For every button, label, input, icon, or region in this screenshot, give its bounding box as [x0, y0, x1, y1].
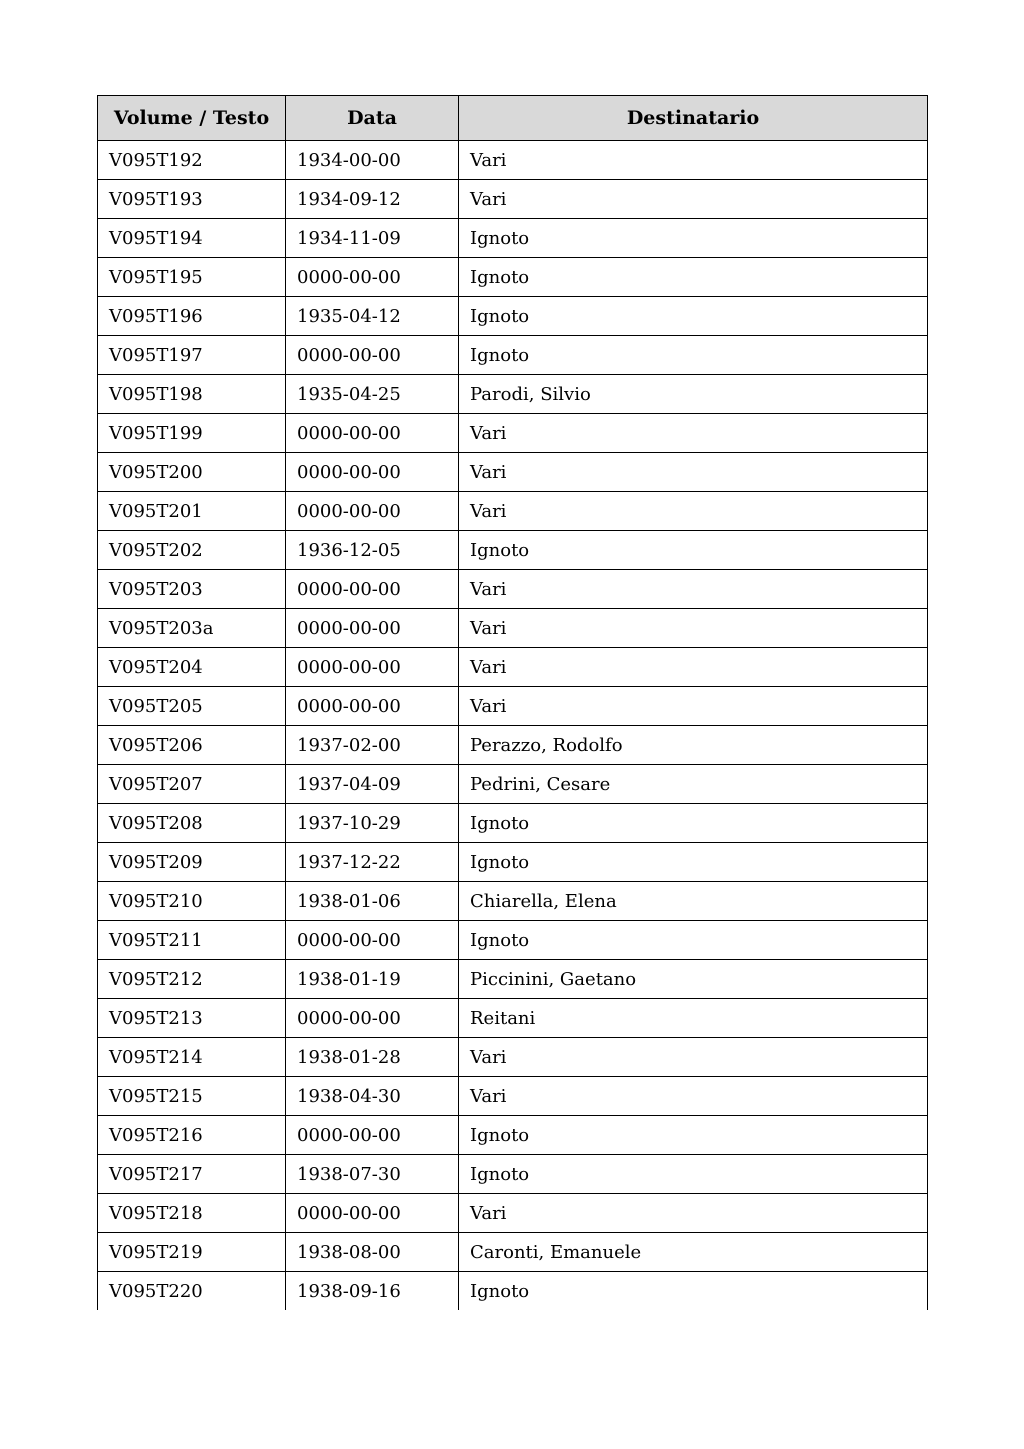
data-cell: 1937-12-22: [286, 843, 459, 882]
data-cell: 0000-00-00: [286, 999, 459, 1038]
destinatario-cell: Ignoto: [459, 1155, 928, 1194]
volume-cell: V095T195: [98, 258, 286, 297]
data-cell: 0000-00-00: [286, 570, 459, 609]
destinatario-cell: Vari: [459, 687, 928, 726]
volume-cell: V095T203a: [98, 609, 286, 648]
table-row: [98, 765, 928, 804]
destinatario-cell: Vari: [459, 180, 928, 219]
destinatario-cell: Ignoto: [459, 336, 928, 375]
table-row: [98, 219, 928, 258]
destinatario-cell: Vari: [459, 648, 928, 687]
destinatario-cell: Caronti, Emanuele: [459, 1233, 928, 1272]
table-row: [98, 609, 928, 648]
destinatario-cell: Ignoto: [459, 1272, 928, 1311]
data-cell: 1938-09-16: [286, 1272, 459, 1311]
destinatario-cell: Ignoto: [459, 219, 928, 258]
volume-cell: V095T199: [98, 414, 286, 453]
data-cell: 1937-02-00: [286, 726, 459, 765]
volume-cell: V095T206: [98, 726, 286, 765]
data-cell: 1938-01-19: [286, 960, 459, 999]
table-row: [98, 1077, 928, 1116]
table-row: [98, 336, 928, 375]
destinatario-cell: Vari: [459, 453, 928, 492]
volume-cell: V095T202: [98, 531, 286, 570]
data-cell: 0000-00-00: [286, 1194, 459, 1233]
table-row: [98, 1233, 928, 1272]
table-row: [98, 570, 928, 609]
volume-cell: V095T207: [98, 765, 286, 804]
table-row: [98, 804, 928, 843]
destinatario-cell: Vari: [459, 414, 928, 453]
volume-cell: V095T217: [98, 1155, 286, 1194]
volume-cell: V095T204: [98, 648, 286, 687]
destinatario-cell: Parodi, Silvio: [459, 375, 928, 414]
volume-cell: V095T214: [98, 1038, 286, 1077]
destinatario-cell: Vari: [459, 141, 928, 180]
volume-cell: V095T194: [98, 219, 286, 258]
table-row: [98, 375, 928, 414]
volume-cell: V095T213: [98, 999, 286, 1038]
destinatario-cell: Vari: [459, 609, 928, 648]
volume-cell: V095T196: [98, 297, 286, 336]
volume-cell: V095T215: [98, 1077, 286, 1116]
table-row: [98, 882, 928, 921]
table-row: [98, 1194, 928, 1233]
volume-cell: V095T200: [98, 453, 286, 492]
data-cell: 1938-01-28: [286, 1038, 459, 1077]
volume-cell: V095T198: [98, 375, 286, 414]
volume-cell: V095T218: [98, 1194, 286, 1233]
data-cell: 0000-00-00: [286, 492, 459, 531]
volume-cell: V095T205: [98, 687, 286, 726]
data-cell: 0000-00-00: [286, 258, 459, 297]
data-cell: 0000-00-00: [286, 609, 459, 648]
destinatario-cell: Vari: [459, 570, 928, 609]
data-cell: 1936-12-05: [286, 531, 459, 570]
data-cell: 1935-04-25: [286, 375, 459, 414]
volume-cell: V095T209: [98, 843, 286, 882]
table-row: [98, 999, 928, 1038]
table-row: [98, 180, 928, 219]
data-cell: 0000-00-00: [286, 687, 459, 726]
destinatario-cell: Reitani: [459, 999, 928, 1038]
table-row: [98, 960, 928, 999]
data-cell: 0000-00-00: [286, 921, 459, 960]
volume-cell: V095T203: [98, 570, 286, 609]
destinatario-cell: Chiarella, Elena: [459, 882, 928, 921]
destinatario-cell: Vari: [459, 1038, 928, 1077]
data-cell: 0000-00-00: [286, 1116, 459, 1155]
destinatario-cell: Piccinini, Gaetano: [459, 960, 928, 999]
table-row: [98, 492, 928, 531]
table-header-row: [98, 96, 928, 141]
table-row: [98, 453, 928, 492]
destinatario-cell: Vari: [459, 1077, 928, 1116]
column-header-volume-testo: Volume / Testo: [98, 96, 286, 141]
table-row: [98, 1116, 928, 1155]
table-row: [98, 648, 928, 687]
volume-cell: V095T201: [98, 492, 286, 531]
volume-cell: V095T192: [98, 141, 286, 180]
volume-cell: V095T193: [98, 180, 286, 219]
volume-cell: V095T216: [98, 1116, 286, 1155]
data-cell: 1938-04-30: [286, 1077, 459, 1116]
data-cell: 1937-10-29: [286, 804, 459, 843]
volume-cell: V095T197: [98, 336, 286, 375]
destinatario-cell: Pedrini, Cesare: [459, 765, 928, 804]
data-cell: 1934-00-00: [286, 141, 459, 180]
destinatario-cell: Vari: [459, 1194, 928, 1233]
table-row: [98, 1272, 928, 1311]
destinatario-cell: Vari: [459, 492, 928, 531]
data-cell: 1937-04-09: [286, 765, 459, 804]
destinatario-cell: Ignoto: [459, 921, 928, 960]
volume-cell: V095T219: [98, 1233, 286, 1272]
destinatario-cell: Ignoto: [459, 804, 928, 843]
destinatario-cell: Ignoto: [459, 297, 928, 336]
table-row: [98, 531, 928, 570]
table-row: [98, 843, 928, 882]
column-header-data: Data: [286, 96, 459, 141]
data-cell: 1935-04-12: [286, 297, 459, 336]
table-row: [98, 726, 928, 765]
volume-cell: V095T210: [98, 882, 286, 921]
volume-cell: V095T220: [98, 1272, 286, 1311]
volumes-table: [97, 95, 928, 1310]
data-cell: 0000-00-00: [286, 414, 459, 453]
data-cell: 0000-00-00: [286, 453, 459, 492]
data-cell: 0000-00-00: [286, 336, 459, 375]
destinatario-cell: Ignoto: [459, 1116, 928, 1155]
destinatario-cell: Perazzo, Rodolfo: [459, 726, 928, 765]
table-row: [98, 921, 928, 960]
column-header-destinatario: Destinatario: [459, 96, 928, 141]
table-row: [98, 141, 928, 180]
data-cell: 1938-07-30: [286, 1155, 459, 1194]
volume-cell: V095T212: [98, 960, 286, 999]
data-cell: 1934-09-12: [286, 180, 459, 219]
volume-cell: V095T211: [98, 921, 286, 960]
destinatario-cell: Ignoto: [459, 258, 928, 297]
table-row: [98, 414, 928, 453]
table-row: [98, 687, 928, 726]
volume-cell: V095T208: [98, 804, 286, 843]
table-row: [98, 1038, 928, 1077]
table-row: [98, 1155, 928, 1194]
destinatario-cell: Ignoto: [459, 531, 928, 570]
data-cell: 0000-00-00: [286, 648, 459, 687]
table-row: [98, 297, 928, 336]
table-row: [98, 258, 928, 297]
data-cell: 1938-01-06: [286, 882, 459, 921]
data-cell: 1938-08-00: [286, 1233, 459, 1272]
destinatario-cell: Ignoto: [459, 843, 928, 882]
data-cell: 1934-11-09: [286, 219, 459, 258]
